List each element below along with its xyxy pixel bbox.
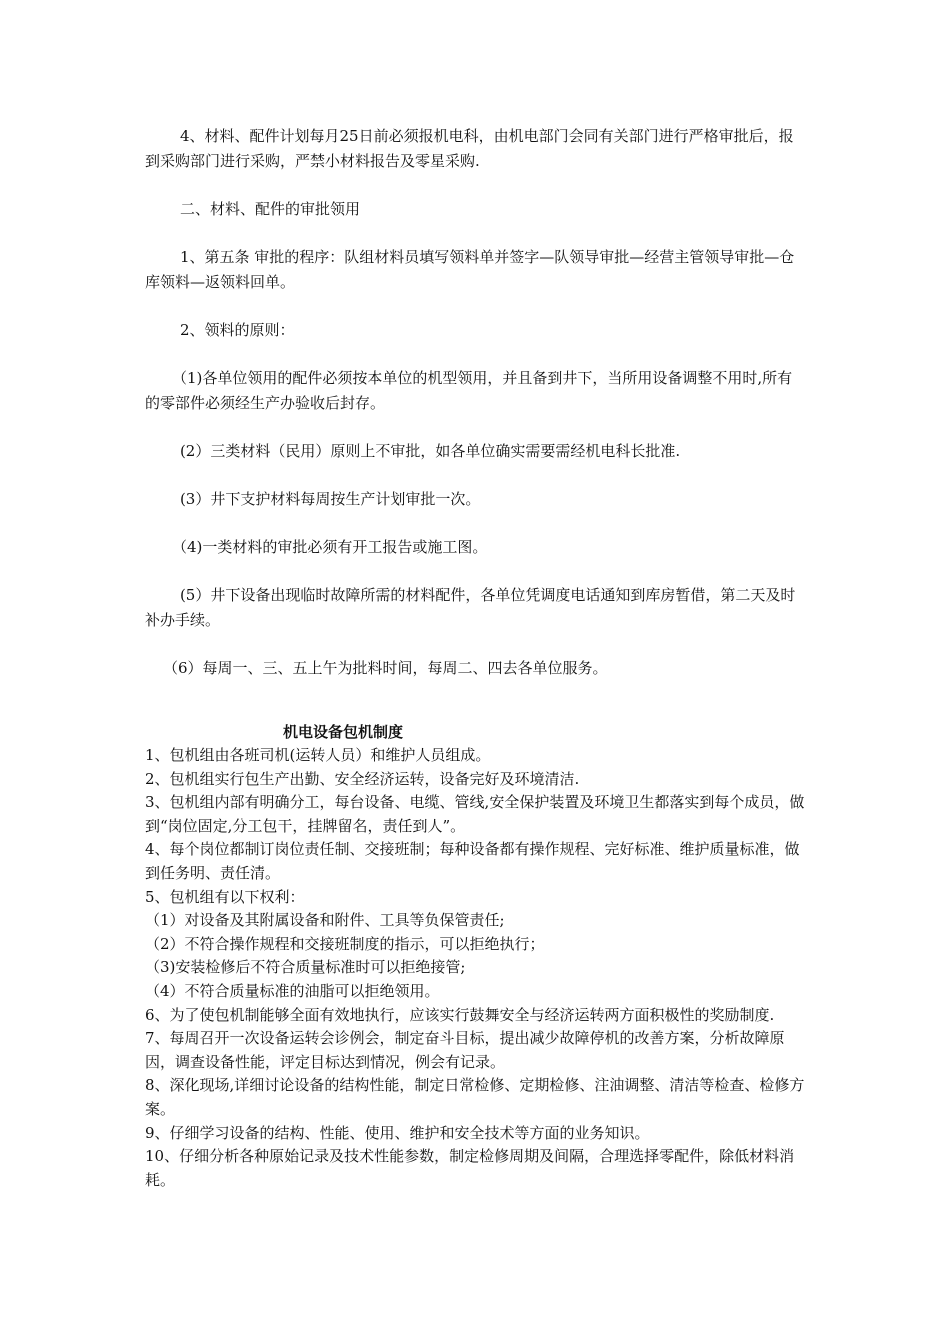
list-item: 4、每个岗位都制订岗位责任制、交接班制；每种设备都有操作规程、完好标准、维护质量标准，做到任务明、责任清。 (145, 840, 800, 882)
regulation-list (145, 744, 805, 1192)
list-item: 3、包机组内部有明确分工，每台设备、电缆、管线,安全保护装置及环境卫生都落实到每个成员，做到“岗位固定,分工包干，挂牌留名，责任到人”。 (145, 793, 805, 835)
list-item: （4）不符合质量标准的油脂可以拒绝领用。 (145, 981, 440, 1000)
list-item: 9、仔细学习设备的结构、性能、使用、维护和安全技术等方面的业务知识。 (145, 1123, 650, 1142)
section-title: 机电设备包机制度 (283, 723, 404, 741)
document-body (145, 124, 805, 1192)
list-item: 7、每周召开一次设备运转会诊例会，制定奋斗目标，提出减少故障停机的改善方案，分析故障原因，调查设备性能，评定目标达到情况，例会有记录。 (145, 1029, 785, 1071)
section-heading-approval: 二、材料、配件的审批领用 (179, 200, 360, 218)
list-item: 2、包机组实行包生产出勤、安全经济运转，设备完好及环境清洁. (145, 769, 580, 788)
paragraph-principle-3: (3）井下支护材料每周按生产计划审批一次。 (179, 490, 481, 508)
list-item: （2）不符合操作规程和交接班制度的指示，可以拒绝执行； (145, 934, 545, 953)
list-item: （1）对设备及其附属设备和附件、工具等负保管责任; (145, 911, 505, 930)
paragraph-principle-5: (5）井下设备出现临时故障所需的材料配件，各单位凭调度电话通知到库房暂借，第二天及时补办手续。 (145, 586, 796, 629)
list-item: 1、包机组由各班司机(运转人员）和维护人员组成。 (145, 746, 491, 764)
list-item: （3)安装检修后不符合质量标准时可以拒绝接管; (145, 958, 466, 977)
paragraph-approval-procedure: 1、第五条 审批的程序：队组材料员填写领料单并签字—队领导审批—经营主管领导审批—仓库领料—返领料回单。 (145, 248, 795, 291)
list-item: 6、为了使包机制能够全面有效地执行，应该实行鼓舞安全与经济运转两方面积极性的奖励制度. (145, 1005, 775, 1024)
paragraph-principle-6: （6）每周一、三、五上午为批料时间，每周二、四去各单位服务。 (163, 659, 608, 677)
paragraph-principles-heading: 2、领料的原则： (179, 321, 295, 339)
paragraph-principle-1: （1)各单位领用的配件必须按本单位的机型领用，并且备到井下，当所用设备调整不用时,所有的零部件必须经生产办验收后封存。 (145, 369, 793, 412)
paragraph-material-plan: 4、材料、配件计划每月25日前必须报机电科，由机电部门会同有关部门进行严格审批后，报到采购部门进行采购，严禁小材料报告及零星采购. (145, 127, 794, 170)
list-item: 8、深化现场,详细讨论设备的结构性能，制定日常检修、定期检修、注油调整、清洁等检查、检修方案。 (145, 1076, 805, 1118)
list-item: 5、包机组有以下权利： (145, 887, 305, 906)
paragraph-principle-4: （4)一类材料的审批必须有开工报告或施工图。 (172, 538, 488, 556)
paragraph-principle-2: (2）三类材料（民用）原则上不审批，如各单位确实需要需经机电科长批准. (179, 442, 681, 460)
list-item: 10、仔细分析各种原始记录及技术性能参数，制定检修周期及间隔，合理选择零配件，除低材料消耗。 (145, 1147, 795, 1189)
